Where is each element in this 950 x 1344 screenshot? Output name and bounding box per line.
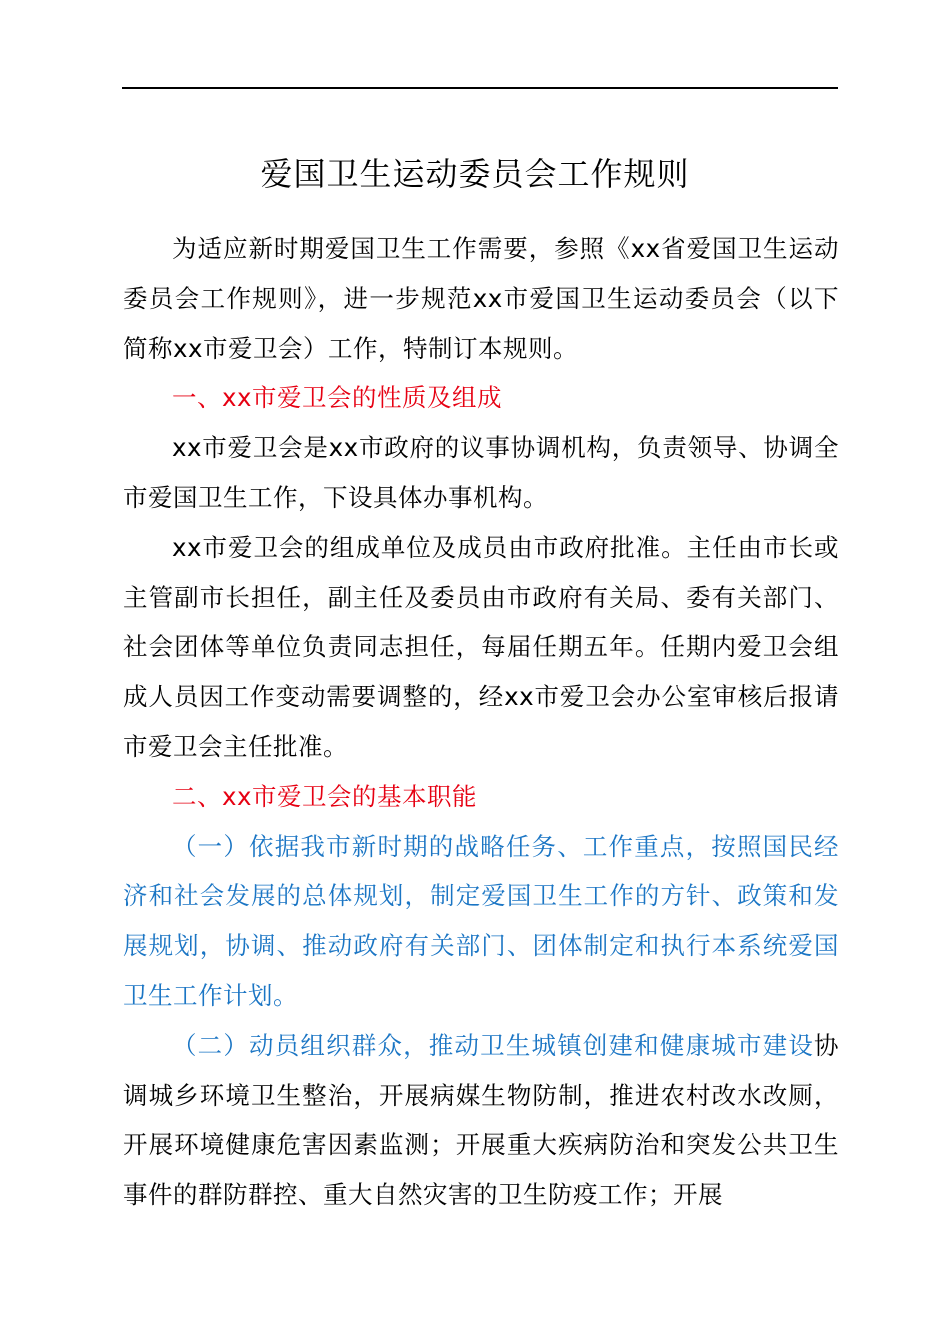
section-2-item-2-lead: （二）动员组织群众，推动卫生城镇创建和健康城市建设 [172, 1030, 814, 1060]
section-2-item-1: （一）依据我市新时期的战略任务、工作重点，按照国民经济和社会发展的总体规划，制定爱国卫生工作的方针、政策和发展规划，协调、推动政府有关部门、团体制定和执行本系统爱国卫生工作计划。 [123, 831, 839, 1010]
intro-paragraph: 为适应新时期爱国卫生工作需要，参照《xx省爱国卫生运动委员会工作规则》，进一步规范xx市爱国卫生运动委员会（以下简称xx市爱卫会）工作，特制订本规则。 [123, 234, 839, 363]
document-title: 爱国卫生运动委员会工作规则 [260, 155, 690, 193]
section-1-heading: 一、xx市爱卫会的性质及组成 [172, 383, 502, 413]
section-1-paragraph-2: xx市爱卫会的组成单位及成员由市政府批准。主任由市长或主管副市长担任，副主任及委员由市政府有关局、委有关部门、社会团体等单位负责同志担任，每届任期五年。任期内爱卫会组成人员因工作变动需要调整的，经xx市爱卫会办公室审核后报请市爱卫会主任批准。 [123, 532, 839, 761]
section-1-paragraph-1: xx市爱卫会是xx市政府的议事协调机构，负责领导、协调全市爱国卫生工作，下设具体办事机构。 [123, 433, 839, 512]
section-2-item-2 [123, 1021, 839, 1220]
section-2-item-2-rest: 协调城乡环境卫生整治，开展病媒生物防制，推进农村改水改厕，开展环境健康危害因素监测；开展重大疾病防治和突发公共卫生事件的群防群控、重大自然灾害的卫生防疫工作；开展 [123, 1030, 839, 1210]
section-2-heading: 二、xx市爱卫会的基本职能 [172, 781, 477, 811]
document-body [123, 224, 839, 1220]
header-rule [122, 87, 838, 89]
